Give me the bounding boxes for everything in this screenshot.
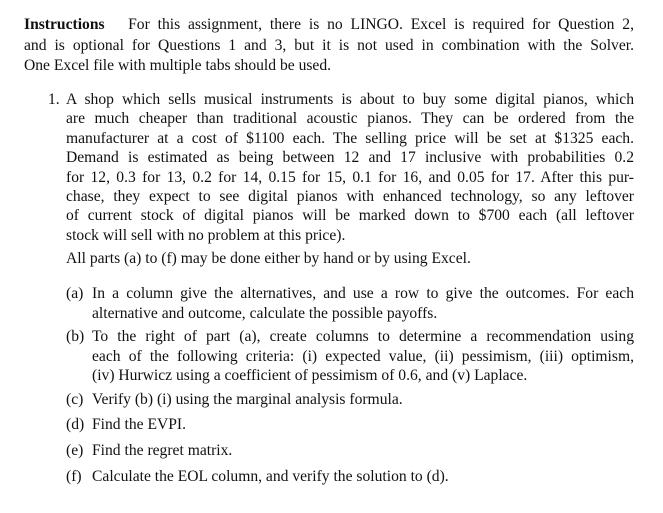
question-text-line: stock will sell with no problem at this price). (66, 226, 346, 244)
part-text-line: In a column give the alternatives, and use a row to give the outcomes. For each (92, 285, 634, 302)
part-text-line: Find the EVPI. (92, 416, 186, 433)
part-label: (b) (66, 328, 85, 345)
part-text-line: (iv) Hurwicz using a coefficient of pessimism of 0.6, and (v) Laplace. (92, 367, 528, 384)
part-label: (e) (66, 442, 84, 459)
question-number: 1. (48, 91, 60, 108)
part-text-line: Calculate the EOL column, and verify the solution to (d). (92, 468, 449, 485)
question-text-line: manufacturer at a cost of $1100 each. The selling price will be set at $1325 each. (66, 129, 634, 147)
part-text-line: Verify (b) (i) using the marginal analysis formula. (92, 391, 403, 408)
instructions-line: One Excel file with multiple tabs should be used. (24, 57, 332, 74)
part-text-line: alternative and outcome, calculate the possible payoffs. (92, 304, 438, 322)
question-text-line: are much cheaper than traditional acoustic pianos. They can be ordered from the (66, 110, 634, 128)
parts-note: All parts (a) to (f) may be done either by hand or by using Excel. (66, 250, 471, 267)
part-label: (f) (66, 468, 82, 485)
part-label: (d) (66, 416, 85, 433)
part-text-line: Find the regret matrix. (92, 442, 233, 459)
part-text-line: each of the following criteria: (i) expected value, (ii) pessimism, (iii) optimism, (92, 347, 634, 365)
part-label: (c) (66, 391, 84, 408)
part-label: (a) (66, 285, 84, 302)
question-text-line: for 12, 0.3 for 13, 0.2 for 14, 0.15 for 15, 0.1 for 16, and 0.05 for 17. After this pur- (66, 168, 634, 186)
question-text-line: A shop which sells musical instruments is about to buy some digital pianos, which (66, 91, 634, 108)
question-text-line: of current stock of digital pianos will be marked down to $700 each (all leftover (66, 207, 634, 225)
instructions-line: and is optional for Questions 1 and 3, but it is not used in combination with the Solver. (24, 37, 634, 54)
instructions-line: Instructions For this assignment, there is no LINGO. Excel is required for Question 2, (24, 16, 634, 33)
question-text-line: chase, they expect to see digital pianos with enhanced technology, so any leftover (66, 188, 634, 205)
question-text-line: Demand is estimated as being between 12 and 17 inclusive with probabilities 0.2 (66, 149, 634, 167)
instructions-heading: Instructions (24, 16, 105, 33)
part-text-line: To the right of part (a), create columns to determine a recommendation using (92, 328, 634, 345)
